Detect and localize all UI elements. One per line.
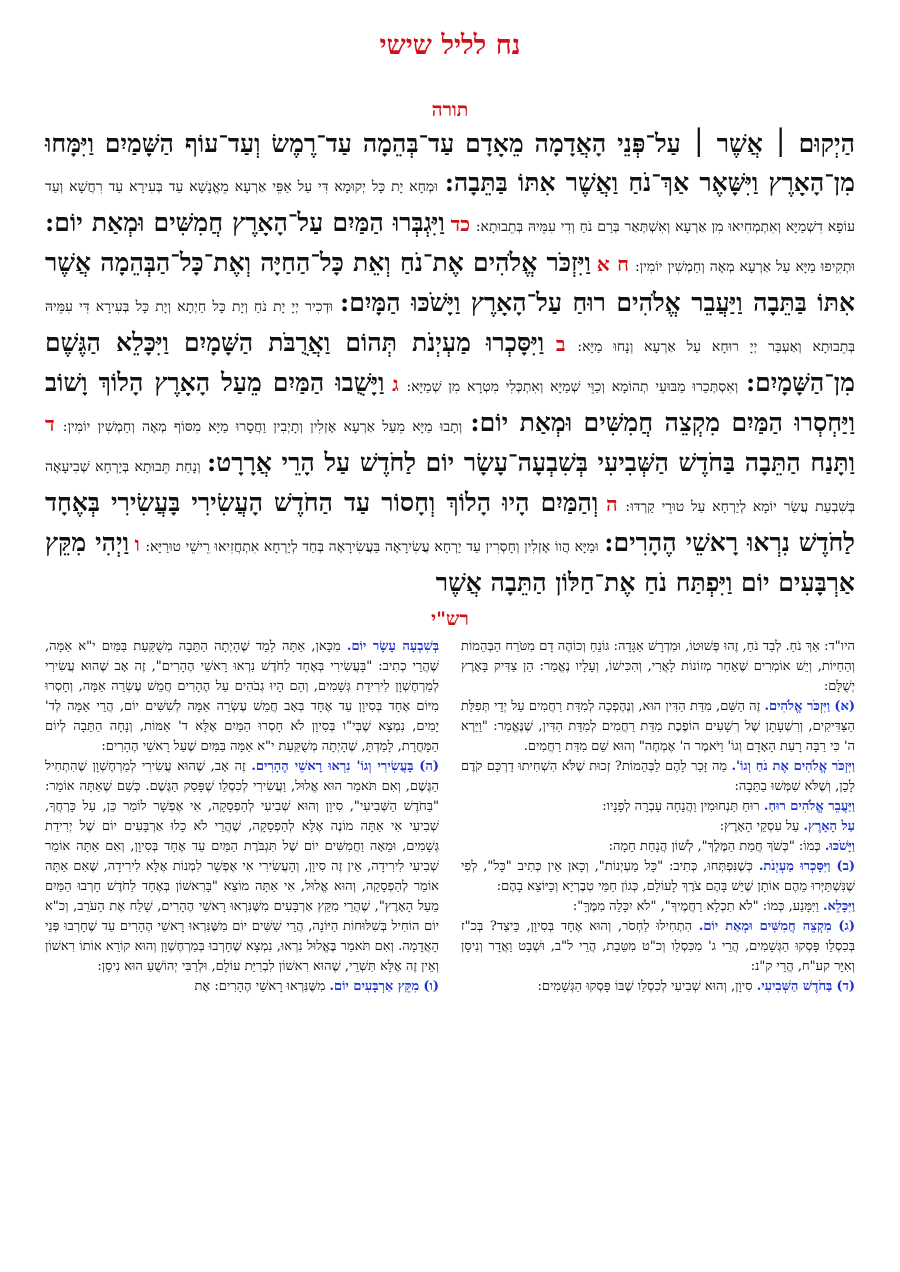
rashi-text: מִכָּאן, אַתָּה לָמֵד שֶׁהָיְתָה הַתֵּבָה מְשֻׁקַּעַת בַּמַּיִם י"א אַמָּה, שֶׁהֲרֵי כְתִיב: "בָּעֲשִׂירִי בְּאֶחָד לַחֹדֶשׁ נִרְאוּ רָאשֵׁי הֶהָרִים", זֶה אָב שֶׁהוּא עֲשִׂירִי לְמַרְחֶשְׁוָן לִירִידַת גְּשָׁמִים, וְהֵם הָיוּ גְבֹהִים עַל הֶהָרִים חֲמֵשׁ עֶשְׂרֵה אַמָּה, וְחָסְרוּ מִיּוֹם אֶחָד בְּסִיוָן עַד אֶחָד בְּאָב חֲמֵשׁ עֶשְׂרֵה אַמָּה לְשִׁשִּׁים יוֹם, הֲרֵי אַמָּה לְד' יָמִים, נִמְצָא שֶׁבְּי"ו בְּסִיוָן לֹא חָסְרוּ הַמַּיִם אֶלָּא ד' אַמּוֹת, וְנָחָה הַתֵּבָה לְיוֹם הַמָּחֳרָת, לָמַדְתָּ, שֶׁהָיְתָה מְשֻׁקַּעַת י"א אַמָּה בַּמַּיִם שֶׁעַל רָאשֵׁי הֶהָרִים: xyxy=(45,639,439,754)
targum-text: וְתָבוּ מַיָּא מֵעַל אַרְעָא אָזְלִין וְתָיְבִין וַחֲסָרוּ מַיָּא מִסּוֹף מְאָה וְחַמְשִׁין יוֹמִין: xyxy=(62,419,463,435)
targum-text: וְנָחַת תֵּבוּתָא בְּיַרְחָא שְׁבִיעָאָה בְּשִׁבְעַת עֲשַׂר יוֹמָא לְיַרְחָא עַל טוּרֵי קַרְדּוּ: xyxy=(45,459,856,515)
rashi-heading: רש"י xyxy=(431,608,469,630)
rashi-headword: בְּשִׁבְעָה עָשָׂר יוֹם. xyxy=(346,639,439,654)
rashi-comment xyxy=(461,837,855,857)
rashi-headword: בָּעֲשִׂירִי וְגוֹ' נִרְאוּ רָאשֵׁי הֶהָרִים. xyxy=(251,759,414,774)
targum-text: וּדְכִיר יְיָ יָת נֹחַ וְיָת כָּל חַיְתָא וְיָת כָּל בְּעִירָא דִּי עִמֵּיהּ בְּתֵבוּתָא וְאַעְבַּר יְיָ רוּחָא עַל אַרְעָא וְנָחוּ מַיָּא: xyxy=(45,299,856,355)
rashi-comment xyxy=(461,857,855,897)
rashi-commentary xyxy=(45,637,855,997)
verse-number: ח א xyxy=(596,252,630,276)
rashi-headword: וַיִּזְכֹּר אֱלֹהִים אֶת נֹחַ וְגוֹ'. xyxy=(731,759,855,774)
rashi-headword: וַיִּכָּלֵא. xyxy=(822,899,855,914)
verse-text: וַיִּסָּכְרוּ מַעְיְנֹת תְּהוֹם וַאֲרֻבֹּת הַשָּׁמָיִם וַיִּכָּלֵא הַגֶּשֶׁם מִן־הַשָּׁמָיִם: xyxy=(45,328,855,397)
rashi-ref: (ו) xyxy=(423,979,439,994)
rashi-text: הִתְחִילוּ לַחְסֹר, וְהוּא אֶחָד בְּסִיוָן, כֵּיצַד? בְּכ"ז בְּכִסְלֵו פָּסְקוּ הַגְּשָׁמִים, הֲרֵי ג' מִכִּסְלֵו וְכ"ט מִטֵּבֵת, הֲרֵי ל"ב, וּשְׁבָט וַאֲדָר וְנִיסָן וְאִיָּר קע"ח, הֲרֵי ק"נ: xyxy=(461,919,855,974)
rashi-text: זֶה אָב, שֶׁהוּא עֲשִׂירִי לְמַרְחֶשְׁוָן שֶׁהִתְחִיל הַגֶּשֶׁם, וְאִם תֹּאמַר הוּא אֱלוּל, וַעֲשִׂירִי לְכִסְלֵו שֶׁפָּסַק הַגֶּשֶׁם. כְּשֵׁם שֶׁאַתָּה אוֹמֵר: "בַּחֹדֶשׁ הַשְּׁבִיעִי", סִיוָן וְהוּא שְׁבִיעִי לְהַפְסָקָה, אִי אֶפְשָׁר לוֹמַר כֵּן, עַל כָּרְחֲךָ, שְׁבִיעִי אִי אַתָּה מוֹנֶה אֶלָּא לְהַפְסָקָה, שֶׁהֲרֵי לֹא כָלוּ אַרְבָּעִים יוֹם שֶׁל יְרִידַת גְּשָׁמִים, וּמֵאָה וַחֲמִשִּׁים יוֹם שֶׁל תִּגְבֹּרֶת הַמַּיִם עַד אֶחָד בְּסִיוָן, וְאִם אַתָּה אוֹמֵר שְׁבִיעִי לִירִידָה, אֵין זֶה סִיוָן, וְהָעֲשִׂירִי אִי אֶפְשָׁר לִמְנוֹת אֶלָּא לִירִידָה, שֶׁאִם אַתָּה אוֹמֵר לְהַפְסָקָה, וְהוּא אֱלוּל, אִי אַתָּה מוֹצֵא "בָּרִאשׁוֹן בְּאֶחָד לַחֹדֶשׁ חָרְבוּ הַמַּיִם מֵעַל הָאָרֶץ", שֶׁהֲרֵי מִקֵּץ אַרְבָּעִים מִשֶּׁנִּרְאוּ רָאשֵׁי הֶהָרִים, שָׁלַח אֶת הָעֹרֵב, וְכ"א יוֹם הוֹחִיל בְּשִׁלּוּחוֹת הַיּוֹנָה, הֲרֵי שִׁשִּׁים יוֹם מִשֶּׁנִּרְאוּ רָאשֵׁי הֶהָרִים עַד שֶׁחָרְבוּ פְּנֵי הָאֲדָמָה. וְאִם תֹּאמַר בֶּאֱלוּל נִרְאוּ, נִמְצָא שֶׁחָרְבוּ בְּמַרְחֶשְׁוָן וְהוּא קוֹרֵא אוֹתוֹ רִאשׁוֹן וְאֵין זֶה אֶלָּא תִּשְׁרֵי, שֶׁהוּא רִאשׁוֹן לִבְרִיַּת עוֹלָם, וּלְרַבִּי יְהוֹשֻׁעַ הוּא נִיסָן: xyxy=(45,759,439,974)
rashi-comment xyxy=(461,817,855,837)
page-title: נח לליל שישי xyxy=(379,30,521,61)
rashi-text: כְּמוֹ: "כְּשֹׁךְ חֲמַת הַמֶּלֶךְ", לְשׁוֹן הֲנָחַת חֵמָה: xyxy=(608,839,821,854)
verse-text: וַיְהִי מִקֵּץ אַרְבָּעִים יוֹם וַיִּפְתַּח נֹחַ אֶת־חַלּוֹן הַתֵּבָה אֲשֶׁר xyxy=(45,528,855,597)
verse-text: וַיִּגְבְּרוּ הַמַּיִם עַל־הָאָרֶץ חֲמִשִּׁים וּמְאַת יוֹם: xyxy=(45,208,445,237)
rashi-comment xyxy=(461,637,855,697)
rashi-headword: וַיָּשֹׁכּוּ. xyxy=(824,839,855,854)
rashi-comment xyxy=(461,797,855,817)
rashi-ref: (ה) xyxy=(419,759,440,774)
rashi-comment xyxy=(461,697,855,757)
rashi-ref: (ב) xyxy=(836,859,856,874)
rashi-comment xyxy=(461,757,855,797)
targum-text: וּמְחָא יָת כָּל יְקוּמָא דִּי עַל אַפֵּי אַרְעָא מֵאֱנָשָׁא עַד בְּעִירָא עַד רִחֲשָׁא וְעַד עוֹפָא דִשְׁמַיָּא וְאִתְמְחִיאוּ מִן אַרְעָא וְאִשְׁתְּאַר בְּרַם נֹחַ וְדִי עִמֵּיהּ בְּתֵבוּתָא: xyxy=(45,179,856,235)
rashi-text: סִיוָן, וְהוּא שְׁבִיעִי לְכִסְלֵו שֶׁבּוֹ פָּסְקוּ הַגְּשָׁמִים: xyxy=(537,979,753,994)
rashi-comment xyxy=(45,757,439,977)
rashi-ref: (א) xyxy=(834,699,855,714)
torah-heading: תורה xyxy=(431,99,469,121)
rashi-text: וַיִּמָּנַע, כְּמוֹ: "לֹא תִכְלָא רַחֲמֶיךָ", "לֹא יִכָּלֵה מִמֶּךָּ": xyxy=(572,899,819,914)
rashi-text: רוּחַ תַּנְחוּמִין וַהֲנָחָה עָבְרָה לְפָנָיו: xyxy=(602,799,760,814)
verse-text: וַתָּנַח הַתֵּבָה בַּחֹדֶשׁ הַשְּׁבִיעִי בְּשִׁבְעָה־עָשָׂר יוֹם לַחֹדֶשׁ עַל הָרֵי אֲרָרָט: xyxy=(206,448,855,477)
rashi-ref: (ד) xyxy=(836,979,855,994)
rashi-comment xyxy=(461,977,855,997)
rashi-headword: וַיַּעֲבֵר אֱלֹהִים רוּחַ. xyxy=(763,799,855,814)
targum-text: וְאִסְתְּכַרוּ מַבּוּעֵי תְהוֹמָא וְכַוֵּי שְׁמַיָּא וְאִתְכְּלִי מִטְרָא מִן שְׁמַיָּא: xyxy=(406,379,739,395)
verse-text: וְהַמַּיִם הָיוּ הָלוֹךְ וְחָסוֹר עַד הַחֹדֶשׁ הָעֲשִׂירִי בָּעֲשִׂירִי בְּאֶחָד לַחֹדֶשׁ נִרְאוּ רָאשֵׁי הֶהָרִים: xyxy=(45,488,855,557)
rashi-text: כְּשֶׁנִּפְתְּחוּ, כְּתִיב: "כָּל מַעְיְנוֹת", וְכָאן אֵין כְּתִיב "כָּל", לְפִי שֶׁנִּשְׁתַּיְּרוּ מֵהֶם אוֹתָן שֶׁיֵּשׁ בָּהֶם צֹרֶךְ לָעוֹלָם, כְּגוֹן חַמֵּי טְבֶרְיָא וְכַיּוֹצֵא בָהֶם: xyxy=(461,859,855,894)
verse-number: כד xyxy=(450,212,470,236)
rashi-headword: וַיִּסָּכְרוּ מַעְיְנֹת. xyxy=(758,859,831,874)
verse-number: ד xyxy=(45,412,55,436)
verse-number: ו xyxy=(134,532,140,556)
rashi-headword: וַיִּזְכֹּר אֱלֹהִים. xyxy=(764,699,831,714)
rashi-comment xyxy=(45,977,439,997)
rashi-headword: מִקֵּץ אַרְבָּעִים יוֹם. xyxy=(329,979,420,994)
verse-text: וַיִּזְכֹּר אֱלֹהִים אֶת־נֹחַ וְאֵת כָּל־הַחַיָּה וְאֶת־כָּל־הַבְּהֵמָה אֲשֶׁר אִתּוֹ בַּתֵּבָה וַיַּעֲבֵר אֱלֹהִים רוּחַ עַל־הָאָרֶץ וַיָּשֹׁכּוּ הַמָּיִם: xyxy=(45,248,856,317)
rashi-comment xyxy=(461,897,855,917)
torah-text xyxy=(45,126,855,604)
rashi-text: היו"ד: אַךְ נֹחַ. לְבַד נֹחַ, זֶהוּ פְּשׁוּטוֹ, וּמִדְרָשׁ אַגָּדָה: גּוֹנֵחַ וְכוֹהֶה דָם מִטֹּרַח הַבְּהֵמוֹת וְהַחַיּוֹת, וְיֵשׁ אוֹמְרִים שֶׁאֵחַר מְזוֹנוֹת לָאֲרִי, וְהִכִּישׁוֹ, וְעָלָיו נֶאֱמַר: הֵן צַדִּיק בָּאָרֶץ יְשֻׁלָּם: xyxy=(461,639,855,694)
targum-text: וּמַיָּא הֲווֹ אָזְלִין וְחָסְרִין עַד יַרְחָא עֲשִׂירָאָה בַּעֲשִׂירָאָה בְּחַד לְיַרְחָא אִתְחֲזִיאוּ רֵישֵׁי טוּרַיָּא: xyxy=(145,539,599,555)
verse-text: וַיָּשֻׁבוּ הַמַּיִם מֵעַל הָאָרֶץ הָלוֹךְ וָשׁוֹב וַיַּחְסְרוּ הַמַּיִם מִקְצֵה חֲמִשִּׁים וּמְאַת יוֹם: xyxy=(45,368,855,437)
rashi-headword: בַּחֹדֶשׁ הַשְּׁבִיעִי. xyxy=(756,979,833,994)
verse-number: ב xyxy=(555,332,566,356)
verse-text: הַיְקוּם ׀ אֲשֶׁר ׀ עַל־פְּנֵי הָאֲדָמָה מֵאָדָם עַד־בְּהֵמָה עַד־רֶמֶשׂ וְעַד־עוֹף הַשָּׁמַיִם וַיִּמָּחוּ מִן־הָאָרֶץ וַיִּשָּׁאֶר אַךְ־נֹחַ וַאֲשֶׁר אִתּוֹ בַּתֵּבָה: xyxy=(45,129,855,197)
rashi-text: עַל עִסְקֵי הָאָרֶץ: xyxy=(719,819,800,834)
rashi-text: זֶה הַשֵּׁם, מִדַּת הַדִּין הוּא, וְנֶהֶפְכָה לְמִדַּת רַחֲמִים עַל יְדֵי תְּפִלַּת הַצַּדִּיקִים, וְרִשְׁעָתָן שֶׁל רְשָׁעִים הוֹפֶכֶת מִדַּת רַחֲמִים לְמִדַּת הַדִּין, שֶׁנֶּאֱמַר: "וַיַּרְא ה' כִּי רַבָּה רָעַת הָאָדָם וְגוֹ' וַיֹּאמֶר ה' אֶמְחֶה" וְהוּא שֵׁם מִדַּת רַחֲמִים. xyxy=(461,699,855,754)
rashi-text: מַה זָּכַר לָהֶם לַבְּהֵמוֹת? זְכוּת שֶׁלֹּא הִשְׁחִיתוּ דַרְכָּם קֹדֶם לָכֵן, וְשֶׁלֹּא שִׁמְּשׁוּ בַתֵּבָה: xyxy=(461,759,855,794)
targum-text: וּתְקִיפוּ מַיָּא עַל אַרְעָא מְאָה וְחַמְשִׁין יוֹמִין: xyxy=(634,259,856,275)
rashi-headword: מִקְצֵה חֲמִשִּׁים וּמְאַת יוֹם. xyxy=(698,919,832,934)
verse-number: ה xyxy=(606,492,618,516)
rashi-comment xyxy=(45,637,439,757)
rashi-comment xyxy=(461,917,855,977)
rashi-headword: עַל הָאָרֶץ. xyxy=(803,819,855,834)
rashi-text: מִשֶּׁנִּרְאוּ רָאשֵׁי הֶהָרִים: אֶת xyxy=(194,979,326,994)
rashi-ref: (ג) xyxy=(838,919,855,934)
verse-number: ג xyxy=(392,372,399,396)
